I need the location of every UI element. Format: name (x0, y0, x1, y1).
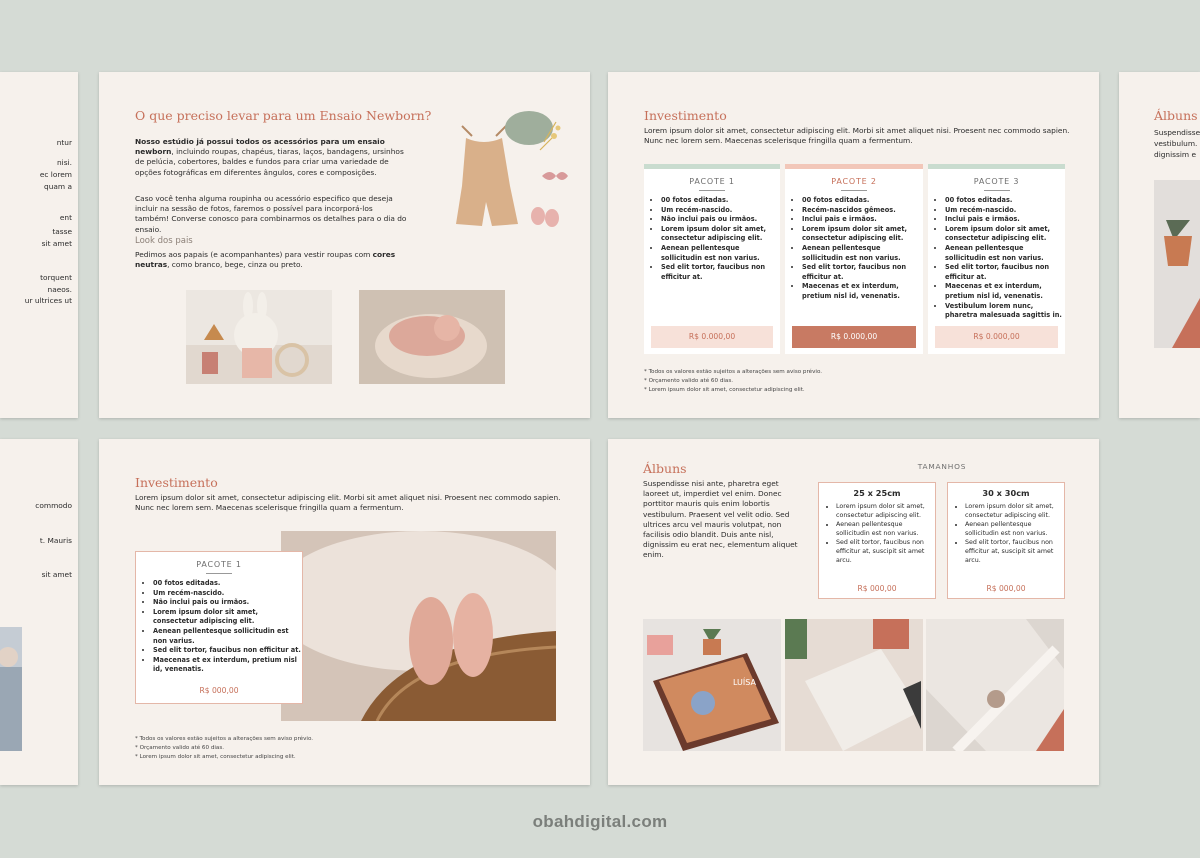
bullet-item: • 00 fotos editadas. (802, 196, 923, 206)
size-card-30 (947, 482, 1065, 599)
card-top-bar (928, 164, 1065, 169)
text-fragment: vestibulum. (1154, 139, 1198, 148)
slide-left-edge-bottom (0, 439, 78, 785)
bullet-item: • Não inclui pais ou irmãos. (661, 215, 780, 225)
title-rule (206, 573, 232, 574)
paragraph-end: , como branco, bege, cinza ou preto. (167, 260, 303, 270)
slide-left-edge-top (0, 72, 78, 418)
package-items (785, 196, 923, 302)
text-fragment: t. Mauris (39, 536, 72, 545)
bullet-item: • Sed elit tortor, faucibus non efficitur at. (945, 263, 1065, 282)
bullet-item: • 00 fotos editadas. (153, 579, 302, 589)
portrait-photo (0, 627, 22, 751)
text-fragment: Suspendisse (1154, 128, 1200, 137)
newborn-sleeping-photo (359, 290, 505, 384)
bullet-item: • Aenean pellentesque sollicitudin est non varius. (153, 627, 302, 646)
baby-feet-basket-photo (281, 531, 556, 721)
bullet-item: • Aenean pellentesque sollicitudin est non varius. (661, 244, 780, 263)
footnote: * Orçamento valido até 60 dias. (135, 745, 225, 751)
package-title: PACOTE 2 (831, 177, 877, 186)
text-fragment: dignissim e (1154, 150, 1197, 159)
intro-text: Lorem ipsum dolor sit amet, consectetur adipiscing elit. Morbi sit amet aliquet nisi. Proesent nec commodo sapien. Nunc nec lorem sem. Maecenas scelerisque fringilla quam a fermentum. (644, 126, 1070, 146)
bullet-item: • Aenean pellentesque sollicitudin est non varius. (945, 244, 1065, 263)
package-price: R$ 0.000,00 (935, 326, 1058, 348)
size-price: R$ 000,00 (857, 584, 897, 593)
open-album-photo (785, 619, 923, 751)
package-card-1 (644, 164, 780, 354)
bullet-item: • Sed elit tortor, faucibus non efficitur at, suscipit sit amet arcu. (836, 538, 935, 565)
slide-title: Álbuns (643, 461, 687, 476)
album-cover-title: LUÍSA (733, 678, 756, 687)
size-card-25 (818, 482, 936, 599)
footnote: * Todos os valores estão sujeitos a alterações sem aviso prévio. (135, 736, 314, 742)
bullet-item: • Sed elit tortor, faucibus non efficitur at. (802, 263, 923, 282)
size-price: R$ 000,00 (986, 584, 1026, 593)
plant-album-photo (1154, 180, 1200, 348)
paragraph-start: Pedimos aos papais (e acompanhantes) para vestir roupas com (135, 250, 373, 259)
paragraph-parents-look (135, 250, 415, 270)
text-fragment: torquent (40, 273, 72, 282)
bullet-item: • 00 fotos editadas. (661, 196, 780, 206)
footnotes (644, 368, 822, 395)
package-card-3 (928, 164, 1065, 354)
footnote: * Lorem ipsum dolor sit amet, consectetur adipiscing elit. (644, 387, 805, 393)
size-title: 25 x 25cm (853, 488, 901, 498)
bullet-item: • Aenean pellentesque sollicitudin est non varius. (802, 244, 923, 263)
bullet-item: • Não inclui pais ou irmãos. (153, 598, 302, 608)
bullet-item: • Aenean pellentesque sollicitudin est non varius. (836, 520, 935, 538)
paragraph-rest: , incluindo roupas, chapéus, tiaras, laços, bandagens, ursinhos de pelúcia, cobertores, baldes e fundos para criar uma variedade de opções fotográficas em diferentes ângulos, cores e composições. (135, 147, 404, 177)
bullet-item: • Maecenas et ex interdum, pretium nisl id, venenatis. (153, 656, 302, 675)
brand-watermark: obahdigital.com (532, 812, 668, 831)
paragraph-bold: Nosso estúdio já possui todos os acessórios para um ensaio newborn (135, 137, 385, 157)
package-items (136, 579, 302, 675)
card-top-bar (785, 164, 923, 169)
footnote: * Lorem ipsum dolor sit amet, consectetur adipiscing elit. (135, 754, 296, 760)
intro-text: Lorem ipsum dolor sit amet, consectetur adipiscing elit. Morbi sit amet aliquet nisi. Proesent nec commodo sapien. Nunc nec lorem sem. Maecenas scelerisque fringilla quam a fermentum. (135, 493, 561, 513)
bullet-item: • Recém-nascidos gêmeos. (802, 206, 923, 216)
package-price: R$ 0.000,00 (792, 326, 916, 348)
package-title: PACOTE 3 (973, 177, 1020, 186)
watercolor-baby-clothes-illustration (444, 106, 569, 236)
text-fragment: ur ultrices ut (24, 296, 72, 305)
slide-title: Álbuns (1154, 108, 1198, 123)
bullet-item: • Maecenas et ex interdum, pretium nisl id, venenatis. (945, 282, 1065, 301)
size-items (948, 502, 1064, 565)
bullet-item: • Lorem ipsum dolor sit amet, consectetur adipiscing elit. (661, 225, 780, 244)
bullet-item: • Sed elit tortor, faucibus non efficitur at. (153, 646, 302, 656)
package-items (644, 196, 780, 282)
slide-investimento-single (99, 439, 590, 785)
text-fragment: tasse (52, 227, 72, 236)
text-fragment: nisi. (57, 158, 72, 167)
title-rule (699, 190, 725, 191)
footnote: * Orçamento valido até 60 dias. (644, 378, 734, 384)
bullet-item: • Lorem ipsum dolor sit amet, consectetur adipiscing elit. (945, 225, 1065, 244)
bullet-item: • 00 fotos editadas. (945, 196, 1065, 206)
toys-photo (186, 290, 332, 384)
slide-newborn-checklist (99, 72, 590, 418)
paragraph-own-clothes: Caso você tenha alguma roupinha ou acessório especifico que deseja incluir na sessão de fotos, faremos o possível para incorporá-los também! Converse conosco para combinarmos os detalhes para o dia do ensaio. (135, 194, 407, 234)
sizes-title: TAMANHOS (917, 462, 967, 471)
package-price: R$ 000,00 (199, 686, 239, 695)
paragraph-bold: cores neutras (135, 250, 396, 270)
bullet-item: • Inclui pais e irmãos. (802, 215, 923, 225)
slide-title: O que preciso levar para um Ensaio Newborn? (135, 108, 432, 123)
title-rule (984, 190, 1010, 191)
text-fragment: sit amet (41, 570, 72, 579)
package-card-2 (785, 164, 923, 354)
paragraph-studio-accessories (135, 137, 407, 178)
size-items (819, 502, 935, 565)
slide-right-edge-albuns (1119, 72, 1200, 418)
albuns-description: Suspendisse nisi ante, pharetra eget laoreet ut, imperdiet vel enim. Donec porttitor mauris quis enim lobortis vestibulum. Praesent vel velit odio. Sed ultrices arcu vel mauris volutpat, non facilisis odio blandit. Duis ante nisl, dignissim eu erat nec, elementum aliquet enim. (643, 479, 798, 560)
text-fragment: ntur (56, 138, 72, 147)
text-fragment: ent (59, 213, 72, 222)
bullet-item: • Um recém-nascido. (153, 589, 302, 599)
text-fragment: naeos. (47, 285, 72, 294)
title-rule (841, 190, 867, 191)
package-card-1 (135, 551, 303, 704)
bullet-item: • Inclui pais e irmãos. (945, 215, 1065, 225)
package-title: PACOTE 1 (196, 560, 242, 569)
slide-title: Investimento (135, 475, 218, 490)
bullet-item: • Lorem ipsum dolor sit amet, consectetur adipiscing elit. (965, 502, 1064, 520)
slide-investimento-packages (608, 72, 1099, 418)
card-top-bar (644, 164, 780, 169)
text-fragment: ec lorem (39, 170, 72, 179)
text-fragment: quam a (44, 182, 72, 191)
package-title: PACOTE 1 (689, 177, 735, 186)
bullet-item: • Um recém-nascido. (661, 206, 780, 216)
lace-album-photo (926, 619, 1064, 751)
bullet-item: • Vestibulum lorem nunc, pharetra malesuada sagittis in. (945, 302, 1065, 321)
bullet-item: • Um recém-nascido. (945, 206, 1065, 216)
size-title: 30 x 30cm (982, 488, 1030, 498)
slide-title: Investimento (644, 108, 727, 123)
bullet-item: • Lorem ipsum dolor sit amet, consectetur adipiscing elit. (802, 225, 923, 244)
text-fragment: commodo (35, 501, 72, 510)
package-price: R$ 0.000,00 (651, 326, 773, 348)
album-cover-photo (643, 619, 781, 751)
bullet-item: • Maecenas et ex interdum, pretium nisl id, venenatis. (802, 282, 923, 301)
footnote: * Todos os valores estão sujeitos a alterações sem aviso prévio. (644, 369, 823, 375)
bullet-item: • Aenean pellentesque sollicitudin est non varius. (965, 520, 1064, 538)
footnotes (135, 735, 313, 762)
slide-albuns (608, 439, 1099, 785)
bullet-item: • Sed elit tortor, faucibus non efficitur at, suscipit sit amet arcu. (965, 538, 1064, 565)
text-fragment: sit amet (41, 239, 72, 248)
bullet-item: • Sed elit tortor, faucibus non efficitur at. (661, 263, 780, 282)
bullet-item: • Lorem ipsum dolor sit amet, consectetur adipiscing elit. (153, 608, 302, 627)
bullet-item: • Lorem ipsum dolor sit amet, consectetur adipiscing elit. (836, 502, 935, 520)
package-items (928, 196, 1065, 321)
look-dos-pais-title: Look dos pais (135, 236, 193, 246)
